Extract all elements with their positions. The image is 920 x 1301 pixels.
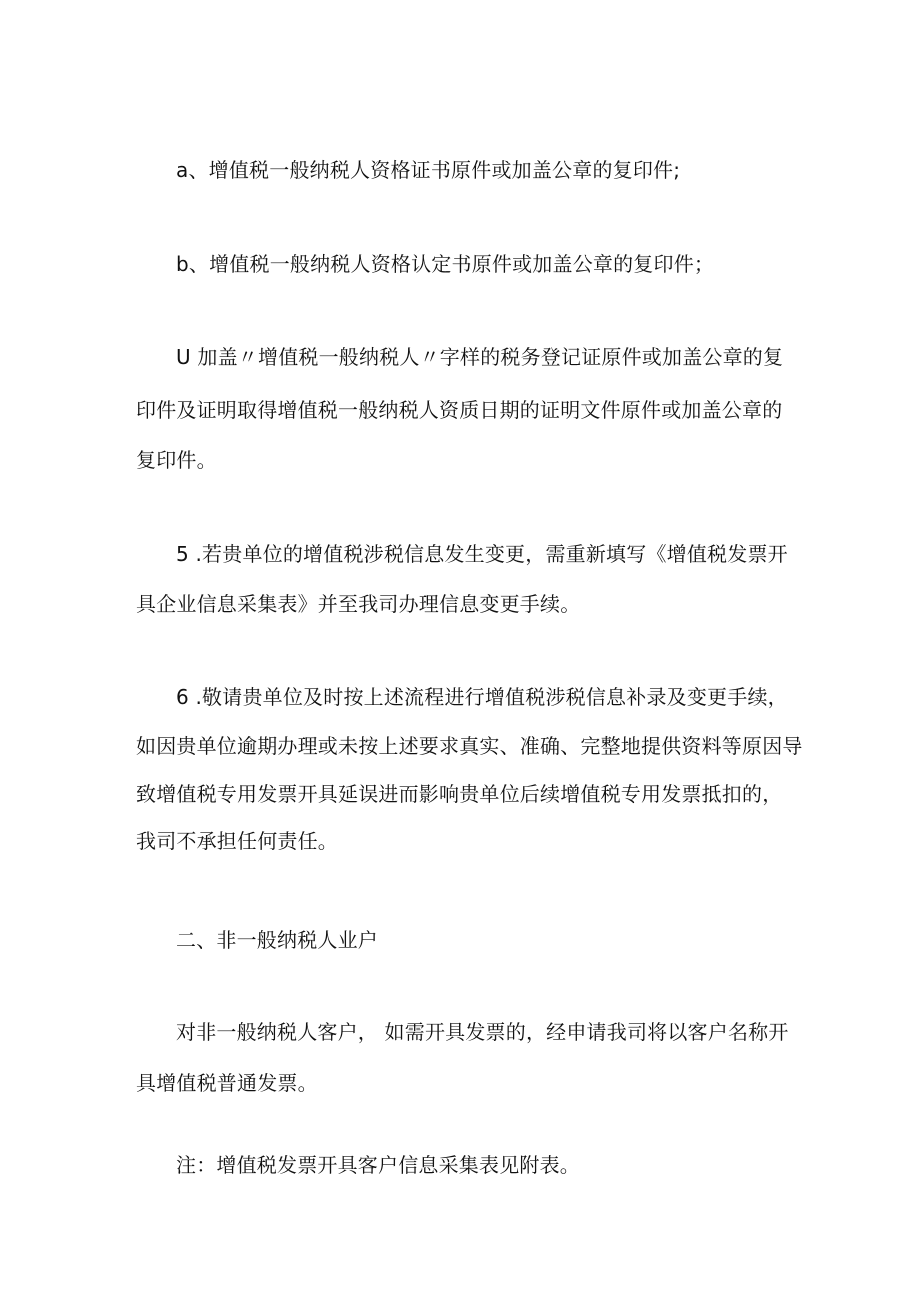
section-2-heading: 二、非一般纳税人业户 [176,928,378,952]
item-b: b、增值税一般纳税人资格认定书原件或加盖公章的复印件； [176,252,715,276]
item-6-line-1: 6 .敬请贵单位及时按上述流程进行增值税涉税信息补录及变更手续， [176,685,788,709]
item-c-line-3: 复印件。 [136,448,217,472]
item-c-line-2: 印件及证明取得增值税一般纳税人资质日期的证明文件原件或加盖公章的 [136,398,783,422]
item-5-line-2: 具企业信息采集表》并至我司办理信息变更手续。 [136,592,581,616]
item-5-line-1: 5 .若贵单位的增值税涉税信息发生变更，需重新填写《增值税发票开 [176,542,788,566]
section-2-body-line-2: 具增值税普通发票。 [136,1071,318,1095]
section-2-body-line-1: 对非一般纳税人客户， 如需开具发票的，经申请我司将以客户名称开 [176,1020,789,1044]
item-6-line-3: 致增值税专用发票开具延误进而影响贵单位后续增值税专用发票抵扣的， [136,782,783,806]
note: 注：增值税发票开具客户信息采集表见附表。 [176,1153,580,1177]
item-6-line-2: 如因贵单位逾期办理或未按上述要求真实、准确、完整地提供资料等原因导 [136,734,803,758]
item-c-line-1: U 加盖〃增值税一般纳税人〃字样的税务登记证原件或加盖公章的复 [176,345,784,369]
item-a: a、增值税一般纳税人资格证书原件或加盖公章的复印件; [176,158,681,182]
item-6-line-4: 我司不承担任何责任。 [136,829,338,853]
